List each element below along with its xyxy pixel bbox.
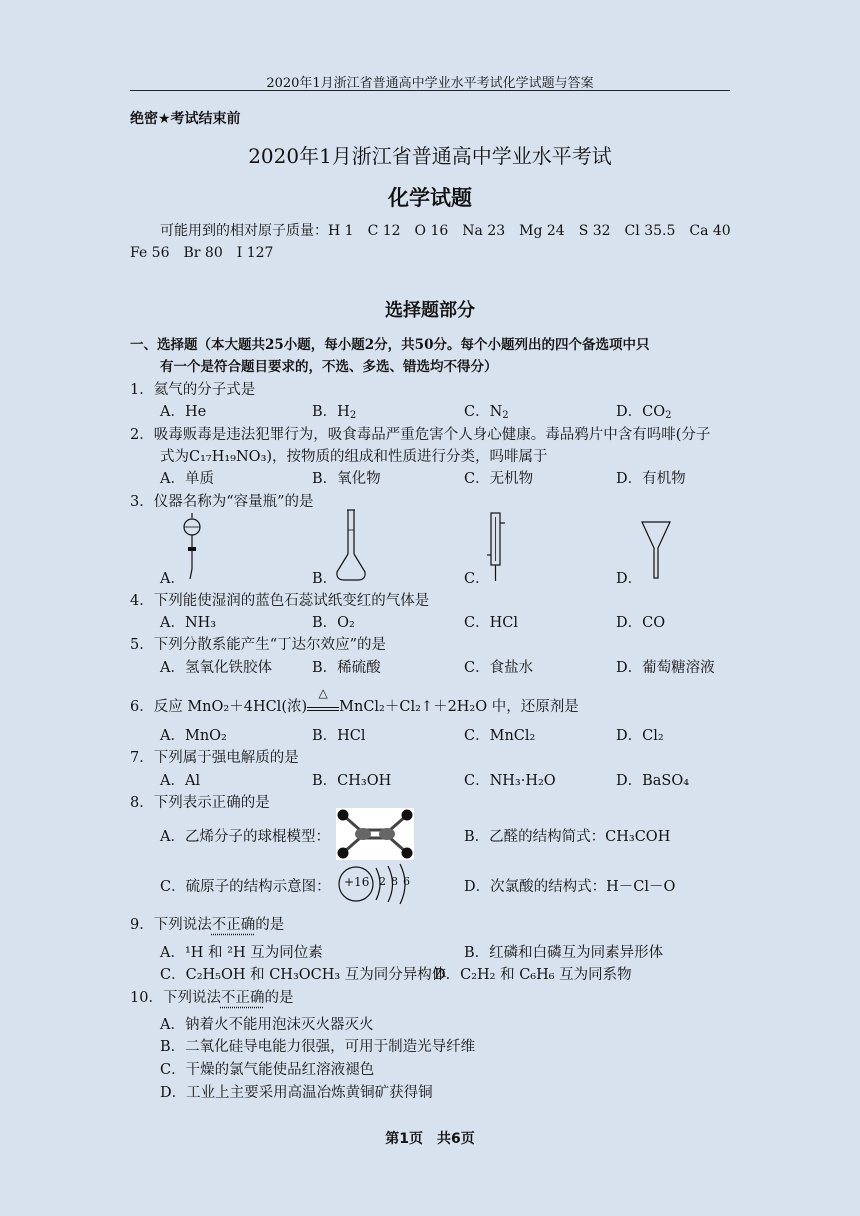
question-5-option-a: A．氢氧化铁胶体: [160, 660, 272, 676]
question-6-option-d: D．Cl₂: [616, 728, 664, 744]
question-4-stem: 4．下列能使湿润的蓝色石蕊试纸变红的气体是: [130, 593, 430, 609]
question-2-option-b: B．氧化物: [312, 471, 381, 487]
question-9-emphasis: 不正确: [211, 917, 256, 933]
question-6-option-b: B．HCl: [312, 728, 366, 744]
question-10-option-c: C．干燥的氯气能使品红溶液褪色: [160, 1062, 375, 1078]
question-2-option-c: C．无机物: [464, 471, 534, 487]
question-1-option-a: A．He: [160, 404, 207, 420]
question-5-stem: 5．下列分散系能产生“丁达尔效应”的是: [130, 637, 387, 653]
question-7-stem: 7．下列属于强电解质的是: [130, 750, 299, 766]
question-8-option-b: B．乙醛的结构简式：CH₃COH: [464, 829, 671, 845]
question-9-stem: 9．下列说法不正确的是: [130, 917, 285, 933]
question-8-option-a: A．乙烯分子的球棍模型：: [160, 829, 330, 845]
atomic-mass-line-1: 可能用到的相对原子质量：H 1 C 12 O 16 Na 23 Mg 24 S 32 Cl 35.5 Ca 40: [160, 223, 731, 239]
subject-title: 化学试题: [388, 186, 472, 210]
question-10-option-b: B．二氧化硅导电能力很强，可用于制造光导纤维: [160, 1039, 476, 1055]
question-6-option-a: A．MnO₂: [160, 728, 227, 744]
ethylene-ball-stick-model-icon: [336, 808, 414, 860]
page-footer: 第1页 共6页: [385, 1131, 475, 1147]
question-8-option-d: D．次氯酸的结构式：H－Cl－O: [464, 879, 676, 895]
question-1-stem: 1．氦气的分子式是: [130, 382, 256, 398]
question-10-option-d: D．工业上主要采用高温冶炼黄铜矿获得铜: [160, 1085, 433, 1101]
question-7-option-c: C．NH₃·H₂O: [464, 773, 556, 789]
question-7-option-a: A．Al: [160, 773, 201, 789]
question-9-option-a: A．¹H 和 ²H 互为同位素: [160, 945, 323, 961]
section-title: 选择题部分: [385, 300, 475, 321]
question-5-option-c: C．食盐水: [464, 660, 534, 676]
question-4-option-c: C．HCl: [464, 615, 518, 631]
funnel-icon: [640, 518, 672, 580]
question-4-option-a: A．NH₃: [160, 615, 217, 631]
question-9-option-c: C．C₂H₅OH 和 CH₃OCH₃ 互为同分异构体: [160, 967, 447, 983]
question-3-option-b: B．: [312, 571, 338, 587]
separatory-funnel-icon: [182, 513, 202, 581]
page-header: 2020年1月浙江省普通高中学业水平考试化学试题与答案: [266, 76, 594, 91]
question-3-stem: 3．仪器名称为“容量瓶”的是: [130, 494, 314, 510]
question-3-option-a: A．: [160, 571, 185, 587]
electron-shell-3: 6: [403, 875, 410, 888]
question-9-option-b: B．红磷和白磷互为同素异形体: [464, 945, 664, 961]
instructions-line-1: 一、选择题（本大题共25小题，每小题2分，共50分。每个小题列出的四个备选项中只: [130, 337, 650, 353]
condenser-icon: [485, 511, 507, 583]
question-8-option-c: C．硫原子的结构示意图：: [160, 879, 331, 895]
question-6-stem: 6．反应 MnO₂＋4HCl(浓) △ MnCl₂＋Cl₂↑＋2H₂O 中，还原剂是: [130, 686, 579, 715]
question-3-option-d: D．: [616, 571, 643, 587]
question-7-option-b: B．CH₃OH: [312, 773, 392, 789]
heat-condition: △: [318, 686, 328, 700]
volumetric-flask-icon: [334, 508, 368, 582]
question-1-option-b: B．$H_2$: [312, 404, 357, 421]
question-2-option-a: A．单质: [160, 471, 214, 487]
question-4-option-b: B．O₂: [312, 615, 355, 631]
question-1-option-c: C．$N_2$: [464, 404, 509, 421]
electron-shell-2: 8: [391, 875, 398, 888]
question-4-option-d: D．CO: [616, 615, 666, 631]
question-5-option-d: D．葡萄糖溶液: [616, 660, 715, 676]
instructions-line-2: 有一个是符合题目要求的，不选、多选、错选均不得分）: [160, 359, 498, 375]
atomic-mass-line-2: Fe 56 Br 80 I 127: [130, 245, 274, 261]
confidential-label: 绝密★考试结束前: [130, 111, 241, 127]
question-10-option-a: A．钠着火不能用泡沫灭火器灭火: [160, 1017, 374, 1033]
question-9-option-d: D．C₂H₂ 和 C₆H₆ 互为同系物: [434, 967, 632, 983]
question-10-stem: 10．下列说法不正确的是: [130, 990, 294, 1006]
exam-title: 2020年1月浙江省普通高中学业水平考试: [248, 144, 612, 168]
question-6-option-c: C．MnCl₂: [464, 728, 536, 744]
question-8-stem: 8．下列表示正确的是: [130, 795, 270, 811]
atom-nucleus-charge: +16: [344, 875, 370, 889]
question-2-stem-line-1: 2．吸毒贩毒是违法犯罪行为，吸食毒品严重危害个人身心健康。毒品鸦片中含有吗啡(分子: [130, 427, 711, 443]
question-5-option-b: B．稀硫酸: [312, 660, 381, 676]
electron-shell-1: 2: [379, 875, 386, 888]
question-3-option-c: C．: [464, 571, 490, 587]
question-2-stem-line-2: 式为C₁₇H₁₉NO₃)，按物质的组成和性质进行分类，吗啡属于: [160, 449, 548, 465]
sulfur-atom-structure-diagram: [336, 856, 416, 912]
question-10-emphasis: 不正确: [220, 990, 265, 1006]
question-1-option-d: D．$CO_2$: [616, 404, 672, 421]
question-7-option-d: D．BaSO₄: [616, 773, 690, 789]
question-2-option-d: D．有机物: [616, 471, 686, 487]
header-rule: [130, 90, 730, 91]
